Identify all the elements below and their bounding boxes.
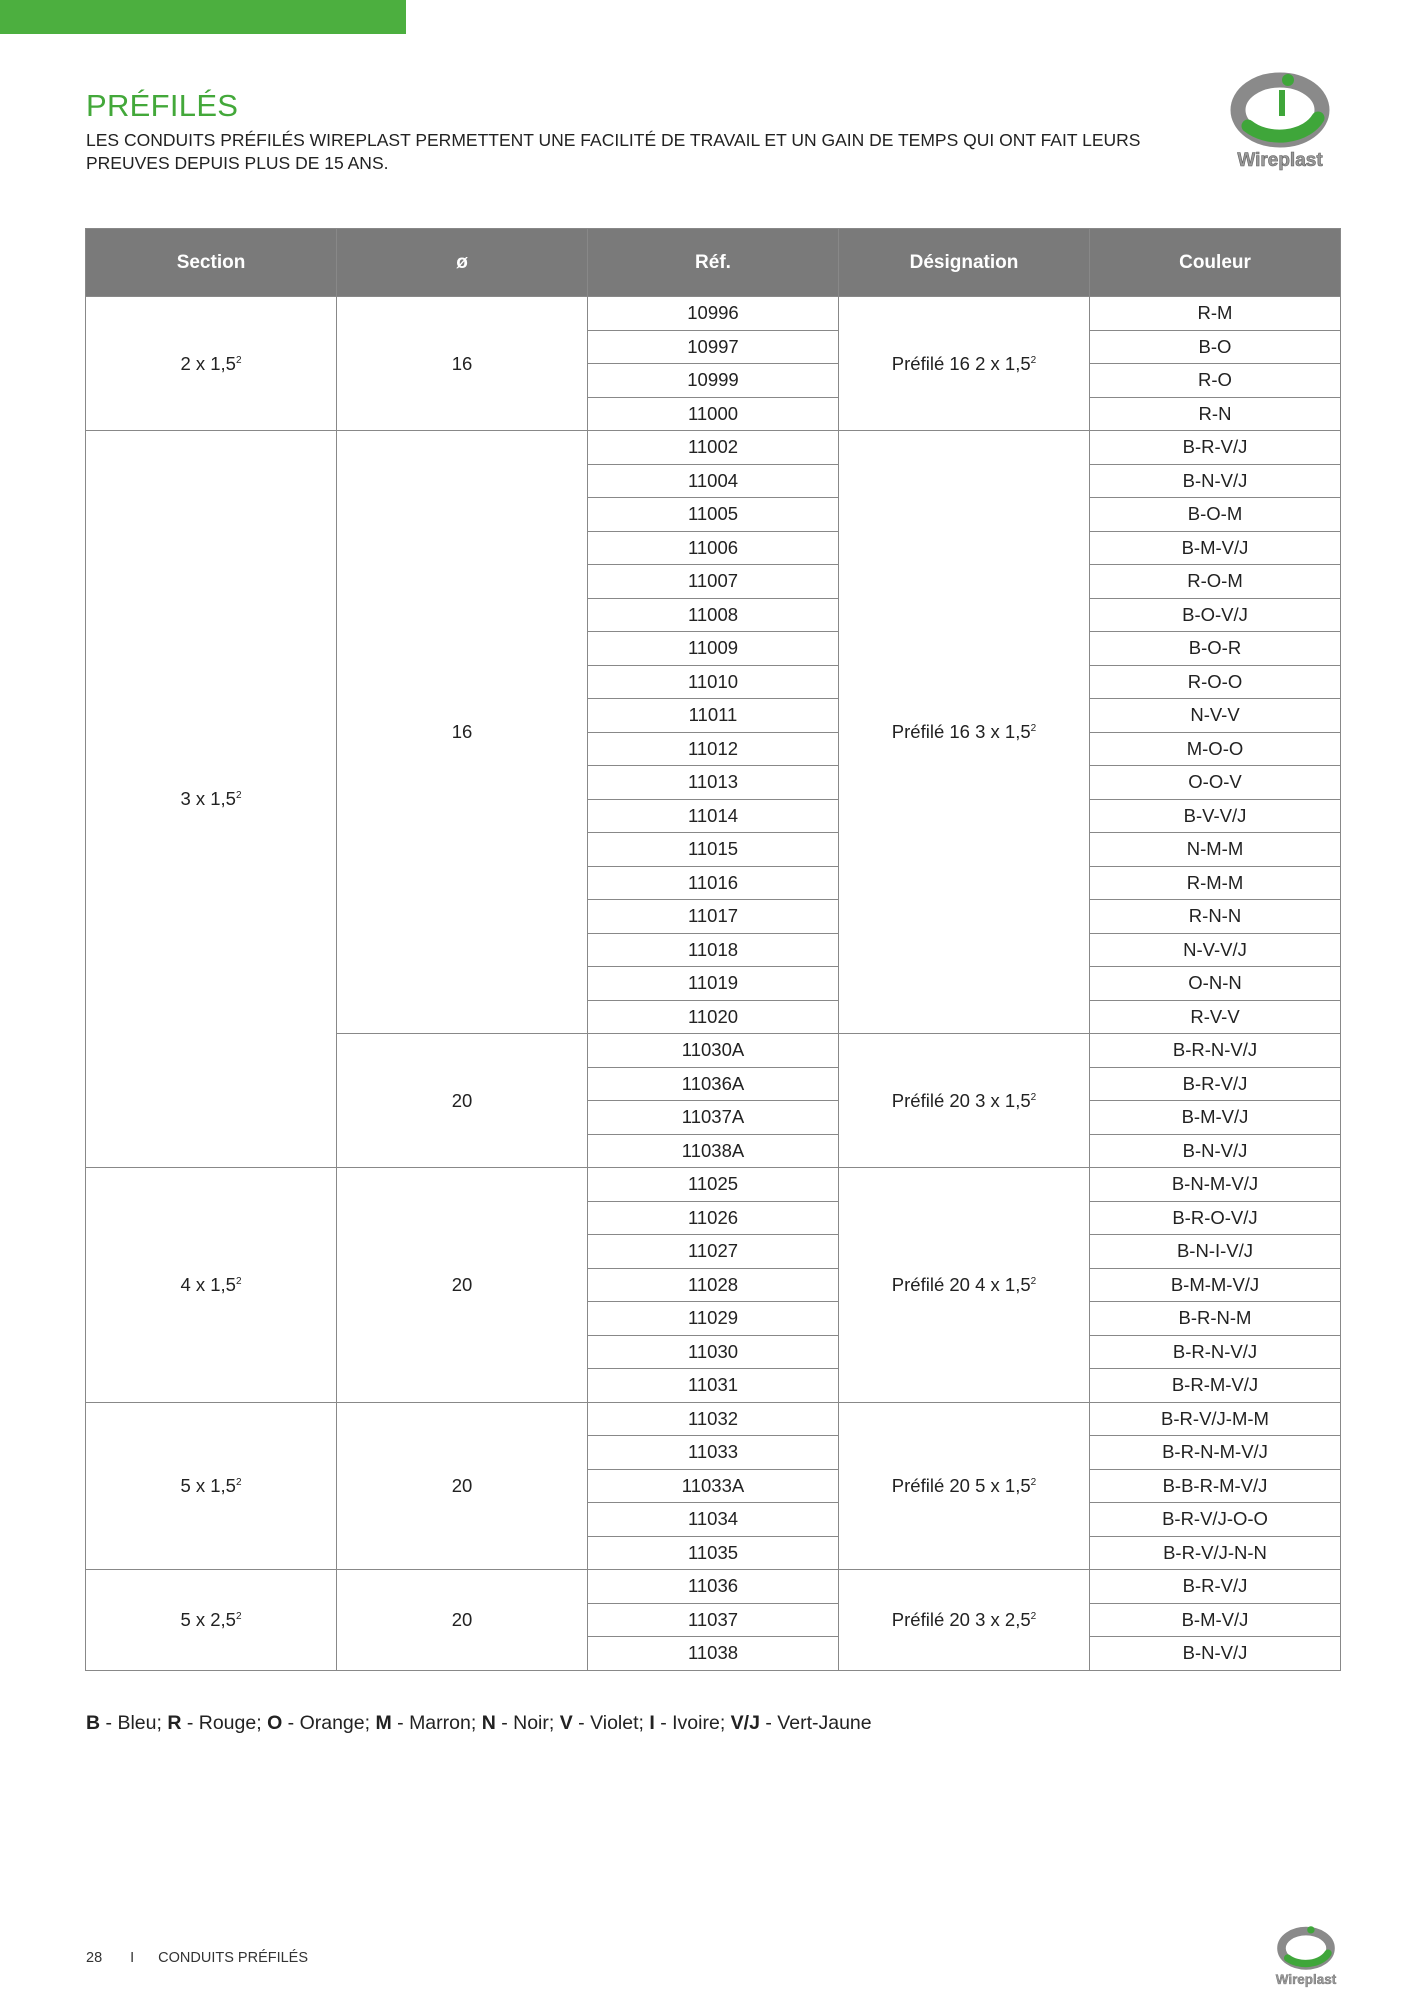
color-code-cell: B-R-V/J-O-O (1090, 1503, 1341, 1537)
reference-cell: 11037A (588, 1101, 839, 1135)
reference-cell: 11013 (588, 766, 839, 800)
reference-cell: 11028 (588, 1268, 839, 1302)
color-code-cell: N-V-V/J (1090, 933, 1341, 967)
reference-cell: 11026 (588, 1201, 839, 1235)
table-row (86, 297, 1341, 331)
logo-small-text: Wireplast (1275, 1971, 1337, 1987)
footer-separator: I (130, 1950, 135, 1966)
color-code-cell: B-V-V/J (1090, 799, 1341, 833)
reference-cell: 11032 (588, 1402, 839, 1436)
preformed-conduits-table (85, 228, 1341, 1671)
legend-item: V/J - Vert-Jaune (730, 1712, 872, 1734)
color-code-cell: B-N-V/J (1090, 1637, 1341, 1671)
color-code-cell: B-R-V/J-M-M (1090, 1402, 1341, 1436)
diameter-cell: 20 (337, 1034, 588, 1168)
color-code-cell: R-N-N (1090, 900, 1341, 934)
color-code-cell: B-R-V/J (1090, 431, 1341, 465)
color-code-cell: B-M-V/J (1090, 1603, 1341, 1637)
reference-cell: 11016 (588, 866, 839, 900)
color-code-cell: B-N-V/J (1090, 1134, 1341, 1168)
reference-cell: 11038A (588, 1134, 839, 1168)
reference-cell: 11002 (588, 431, 839, 465)
intro-text: LES CONDUITS PRÉFILÉS WIREPLAST PERMETTENT UNE FACILITÉ DE TRAVAIL ET UN GAIN DE TEMPS QUI ONT FAIT LEURS PREUVES DEPUIS PLUS DE 15 ANS. (86, 130, 1141, 173)
reference-cell: 11038 (588, 1637, 839, 1671)
reference-cell: 11036A (588, 1067, 839, 1101)
color-code-cell: B-R-V/J (1090, 1570, 1341, 1604)
designation-cell: Préfilé 16 2 x $1,5^2$ (839, 297, 1090, 431)
reference-cell: 11020 (588, 1000, 839, 1034)
page-footer (86, 1950, 308, 1966)
designation-cell: Préfilé 16 3 x $1,5^2$ (839, 431, 1090, 1034)
color-code-cell: N-V-V (1090, 699, 1341, 733)
diameter-cell: 16 (337, 431, 588, 1034)
reference-cell: 11019 (588, 967, 839, 1001)
color-code-cell: B-R-N-V/J (1090, 1034, 1341, 1068)
legend-code: R (167, 1712, 182, 1734)
color-code-cell: B-B-R-M-V/J (1090, 1469, 1341, 1503)
reference-cell: 11037 (588, 1603, 839, 1637)
designation-cell: Préfilé 20 5 x $1,5^2$ (839, 1402, 1090, 1570)
reference-cell: 10997 (588, 330, 839, 364)
designation-cell: Préfilé 20 3 x $2,5^2$ (839, 1570, 1090, 1671)
color-code-cell: B-R-N-M (1090, 1302, 1341, 1336)
table-row (86, 431, 1341, 465)
legend-code: V/J (730, 1712, 760, 1734)
reference-cell: 11004 (588, 464, 839, 498)
color-code-cell: B-R-V/J-N-N (1090, 1536, 1341, 1570)
logo-text: Wireplast (1237, 150, 1323, 171)
legend-item: R - Rouge; (167, 1712, 268, 1734)
color-code-cell: R-O (1090, 364, 1341, 398)
legend-code: N (481, 1712, 496, 1734)
reference-cell: 11008 (588, 598, 839, 632)
reference-cell: 11011 (588, 699, 839, 733)
reference-cell: 11010 (588, 665, 839, 699)
section-cell: 5 x $2,5^2$ (86, 1570, 337, 1671)
section-cell: 5 x $1,5^2$ (86, 1402, 337, 1570)
color-code-cell: B-M-M-V/J (1090, 1268, 1341, 1302)
color-code-cell: N-M-M (1090, 833, 1341, 867)
reference-cell: 11018 (588, 933, 839, 967)
color-code-cell: B-M-V/J (1090, 531, 1341, 565)
wireplast-logo (1218, 66, 1342, 176)
header-designation: Désignation (839, 229, 1090, 297)
legend-name: Marron (409, 1712, 471, 1734)
designation-cell: Préfilé 20 4 x $1,5^2$ (839, 1168, 1090, 1403)
color-code-cell: B-R-M-V/J (1090, 1369, 1341, 1403)
color-code-cell: B-O-M (1090, 498, 1341, 532)
diameter-cell: 20 (337, 1570, 588, 1671)
color-code-cell: B-N-I-V/J (1090, 1235, 1341, 1269)
legend-name: Violet (590, 1712, 639, 1734)
legend-code: V (559, 1712, 573, 1734)
reference-cell: 10999 (588, 364, 839, 398)
legend-item: O - Orange; (267, 1712, 376, 1734)
table-header-row (86, 229, 1341, 297)
color-code-cell: R-M (1090, 297, 1341, 331)
legend-item: I - Ivoire; (649, 1712, 731, 1734)
page-title: PRÉFILÉS (86, 88, 239, 123)
legend-name: Orange (299, 1712, 365, 1734)
header-section: Section (86, 229, 337, 297)
reference-cell: 11033 (588, 1436, 839, 1470)
reference-cell: 11034 (588, 1503, 839, 1537)
reference-cell: 10996 (588, 297, 839, 331)
table-row (86, 1570, 1341, 1604)
color-code-cell: B-R-N-M-V/J (1090, 1436, 1341, 1470)
reference-cell: 11009 (588, 632, 839, 666)
designation-cell: Préfilé 20 3 x $1,5^2$ (839, 1034, 1090, 1168)
reference-cell: 11014 (588, 799, 839, 833)
top-accent-bar (0, 0, 406, 34)
reference-cell: 11006 (588, 531, 839, 565)
section-cell: 3 x $1,5^2$ (86, 431, 337, 1168)
color-code-cell: R-V-V (1090, 1000, 1341, 1034)
reference-cell: 11000 (588, 397, 839, 431)
diameter-cell: 16 (337, 297, 588, 431)
reference-cell: 11012 (588, 732, 839, 766)
diameter-cell: 20 (337, 1402, 588, 1570)
legend-item: V - Violet; (559, 1712, 650, 1734)
reference-cell: 11005 (588, 498, 839, 532)
color-code-cell: B-O-V/J (1090, 598, 1341, 632)
color-code-cell: R-N (1090, 397, 1341, 431)
color-code-cell: B-O-R (1090, 632, 1341, 666)
reference-cell: 11030 (588, 1335, 839, 1369)
color-code-cell: B-M-V/J (1090, 1101, 1341, 1135)
reference-cell: 11036 (588, 1570, 839, 1604)
color-code-cell: B-R-O-V/J (1090, 1201, 1341, 1235)
reference-cell: 11025 (588, 1168, 839, 1202)
legend-item: B - Bleu; (86, 1712, 168, 1734)
reference-cell: 11031 (588, 1369, 839, 1403)
legend-name: Bleu (117, 1712, 157, 1734)
reference-cell: 11027 (588, 1235, 839, 1269)
header-diameter: ø (337, 229, 588, 297)
legend-code: I (649, 1712, 655, 1734)
section-cell: 2 x $1,5^2$ (86, 297, 337, 431)
legend-code: B (86, 1712, 101, 1734)
legend-name: Ivoire (672, 1712, 720, 1734)
legend-item: M - Marron; (375, 1712, 482, 1734)
diameter-cell: 20 (337, 1168, 588, 1403)
color-code-cell: B-N-M-V/J (1090, 1168, 1341, 1202)
legend-item: N - Noir; (481, 1712, 560, 1734)
header-color: Couleur (1090, 229, 1341, 297)
reference-cell: 11035 (588, 1536, 839, 1570)
color-code-cell: M-O-O (1090, 732, 1341, 766)
section-cell: 4 x $1,5^2$ (86, 1168, 337, 1403)
page-number: 28 (86, 1950, 103, 1966)
color-code-cell: R-O-O (1090, 665, 1341, 699)
color-code-cell: R-O-M (1090, 565, 1341, 599)
table-row (86, 1402, 1341, 1436)
legend-code: O (267, 1712, 283, 1734)
color-code-cell: O-O-V (1090, 766, 1341, 800)
color-legend (86, 1712, 872, 1735)
color-code-cell: B-O (1090, 330, 1341, 364)
reference-cell: 11033A (588, 1469, 839, 1503)
header-reference: Réf. (588, 229, 839, 297)
color-code-cell: B-N-V/J (1090, 464, 1341, 498)
color-code-cell: O-N-N (1090, 967, 1341, 1001)
table-row (86, 1168, 1341, 1202)
reference-cell: 11007 (588, 565, 839, 599)
legend-name: Vert-Jaune (777, 1712, 872, 1734)
reference-cell: 11015 (588, 833, 839, 867)
reference-cell: 11029 (588, 1302, 839, 1336)
footer-section-title: CONDUITS PRÉFILÉS (158, 1950, 309, 1966)
reference-cell: 11017 (588, 900, 839, 934)
legend-name: Rouge (198, 1712, 257, 1734)
reference-cell: 11030A (588, 1034, 839, 1068)
color-code-cell: R-M-M (1090, 866, 1341, 900)
table-body (86, 297, 1341, 1671)
color-code-cell: B-R-N-V/J (1090, 1335, 1341, 1369)
legend-code: M (375, 1712, 392, 1734)
color-code-cell: B-R-V/J (1090, 1067, 1341, 1101)
wireplast-logo-small (1268, 1920, 1344, 1990)
legend-name: Noir (513, 1712, 549, 1734)
